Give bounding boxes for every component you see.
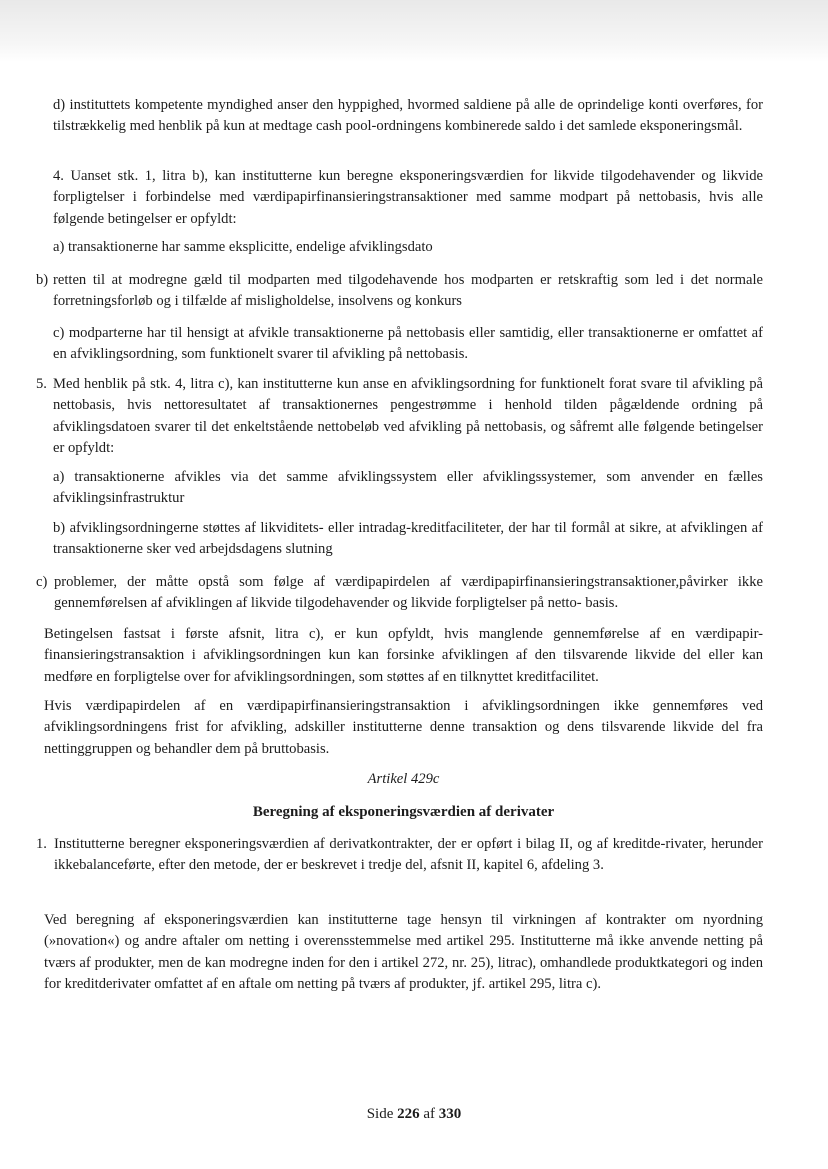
footer-current-page: 226 (397, 1106, 420, 1122)
list-label: b) (36, 272, 49, 288)
paragraph-securities: Hvis værdipapirdelen af en værdipapirfinansieringstransaktion i afviklingsordningen ikke gennemføres ved afviklingsordningens frist for afvikling, adskiller institutterne denne transaktion og dens tilsvarende likvide del fra nettinggruppen og behandler dem på bruttobasis. (44, 698, 763, 757)
paragraph-condition: Betingelsen fastsat i første afsnit, litra c), er kun opfyldt, hvis manglende gennemførelse af en værdipapir-finansieringstransaktion i afviklingsordningen kun kan forsinke afviklingen af den tilsvarende likvide del eller kan medføre en forpligtelse over for afviklingsordningen, som støttes af en tilknyttet kreditfacilitet. (44, 626, 763, 685)
paragraph-d: d) instituttets kompetente myndighed anser den hyppighed, hvormed saldiene på alle de oprindelige konti overføres, for tilstrækkelig med henblik på kun at medtage cash pool-ordningens kombinerede saldo i det samlede eksponeringsmål. (53, 97, 763, 135)
paragraph-5b: b) afviklingsordningerne støttes af likviditets- eller intradag-kreditfaciliteter, der har til formål at sikre, at afviklingen af transaktionerne sker ved arbejdsdagens slutning (53, 520, 763, 558)
list-text: retten til at modregne gæld til modparten med tilgodehavende hos modparten er retskraftig som led i det normale forretningsforløb og i tilfælde af misligholdelse, insolvens og konkurs (53, 272, 763, 310)
paragraph-4: 4. Uanset stk. 1, litra b), kan institutterne kun beregne eksponeringsværdien for likvide tilgodehavender og likvide forpligtelser i forbindelse med værdipapirfinansieringstransaktioner med samme modpart på nettobasis, hvis alle følgende betingelser er opfyldt: (53, 168, 763, 227)
page-footer (0, 1104, 828, 1125)
paragraph-5a: a) transaktionerne afvikles via det samme afviklingssystem eller afviklingssystemer, som anvender en fælles afviklingsinfrastruktur (53, 469, 763, 507)
list-label: c) (36, 574, 48, 590)
list-text: Med henblik på stk. 4, litra c), kan institutterne kun anse en afviklingsordning for funktionelt forat svare til afvikling på nettobasis, hvis nettoresultatet af transaktionernes pengestrømme i henhold tilden pågældende ordning på afviklingsdatoen svarer til det enkeltstående nettobeløb ved afvikling på nettobasis, og såfremt alle følgende betingelser er opfyldt: (53, 376, 763, 457)
list-text: problemer, der måtte opstå som følge af værdipapirdelen af værdipapirfinansieringstransaktioner,påvirker ikke gennemførelsen af afviklingen af likvide tilgodehavender og likvide forpligtelser på netto- basis. (54, 574, 763, 612)
article-title: Beregning af eksponeringsværdien af derivater (252, 804, 555, 820)
list-text: Institutterne beregner eksponeringsværdien af derivatkontrakter, der er opført i bilag II, og af kreditde-rivater, herunder ikkebalanceførte, efter den metode, der er beskrevet i tredje del, afsnit II, kapitel 6, afdeling 3. (54, 836, 763, 874)
paragraph-4b (36, 270, 763, 313)
paragraph-5c (36, 572, 763, 615)
footer-middle: af (423, 1106, 436, 1122)
list-label: 5. (36, 376, 47, 392)
article-number: Artikel 429c (367, 771, 440, 787)
footer-total-pages: 330 (438, 1106, 462, 1122)
paragraph-4a: a) transaktionerne har samme eksplicitte, endelige afviklingsdato (53, 239, 433, 255)
paragraph-netting: Ved beregning af eksponeringsværdien kan institutterne tage hensyn til virkningen af kontrakter om nyordning (»novation«) og andre aftaler om netting i overensstemmelse med artikel 295. Institutterne må ikke anvende netting på tværs af produkter, men de kan modregne inden for den i artikel 272, nr. 25), litrac), omhandlede produktkategori og inden for kreditderivater omfattet af en aftale om netting på tværs af produkter, jf. artikel 295, litra c). (44, 912, 763, 993)
paragraph-4c: c) modparterne har til hensigt at afvikle transaktionerne på nettobasis eller samtidig, eller transaktionerne er omfattet af en afviklingsordning, som funktionelt svarer til afvikling på nettobasis. (53, 325, 763, 363)
paragraph-article-1 (36, 834, 763, 877)
footer-prefix: Side (366, 1106, 394, 1122)
paragraph-5 (36, 374, 763, 460)
list-label: 1. (36, 836, 47, 852)
